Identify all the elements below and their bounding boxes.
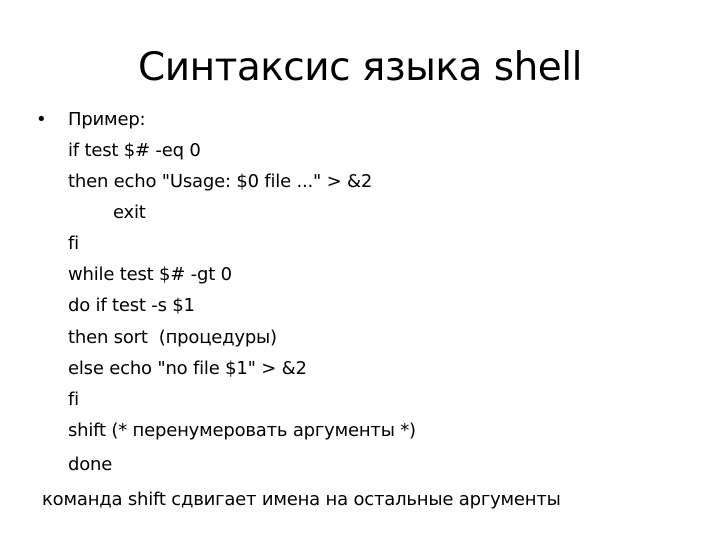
bullet-dot: • [36,109,47,130]
code-line: while test $# -gt 0 [68,264,232,285]
footer-note: команда shift сдвигает имена на остальные аргументы [42,489,561,510]
code-line: fi [68,233,79,254]
code-line: done [68,454,113,475]
slide-title: Синтаксис языка shell [138,45,582,90]
code-line: shift (* перенумеровать аргументы *) [68,420,416,441]
code-line: if test $# -eq 0 [68,140,201,161]
code-line: exit [113,202,146,223]
code-line: then echo "Usage: $0 file ..." > &2 [68,171,373,192]
bullet-label: Пример: [68,109,146,130]
code-line: then sort (процедуры) [68,327,277,348]
code-line: do if test -s $1 [68,295,195,316]
code-line: fi [68,389,79,410]
code-line: else echo "no file $1" > &2 [68,358,307,379]
